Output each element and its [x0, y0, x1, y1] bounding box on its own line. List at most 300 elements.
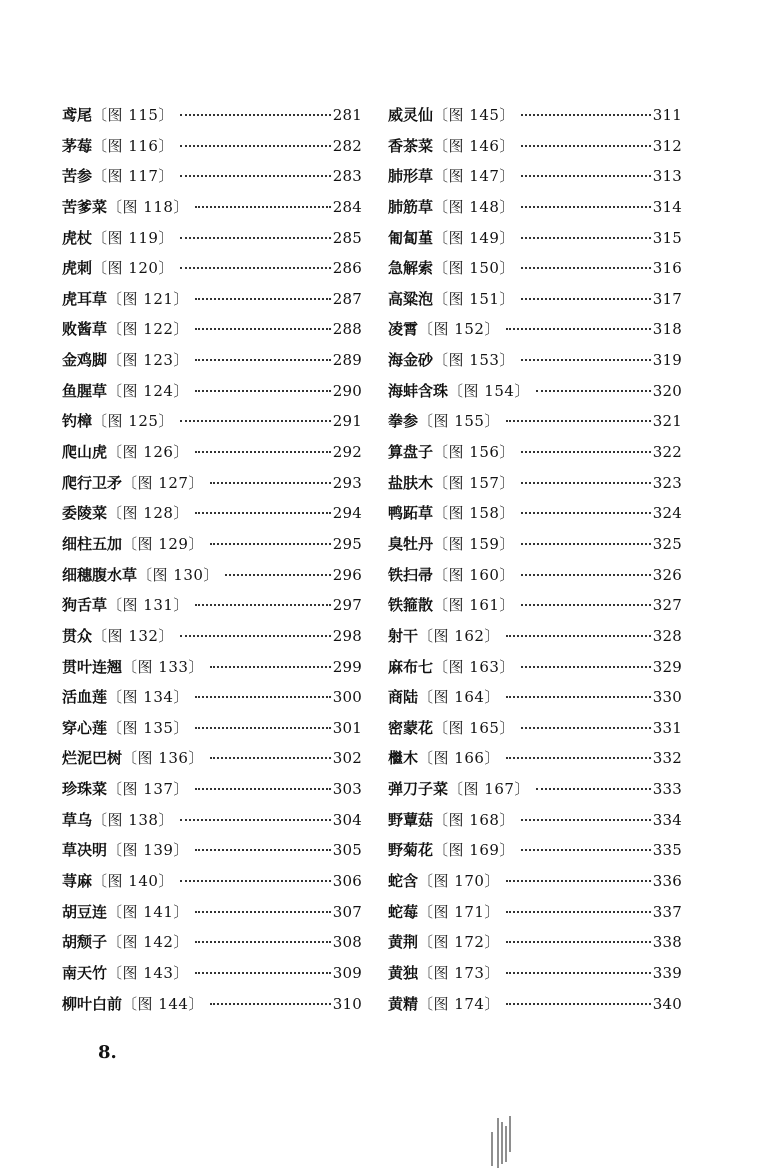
- figure-reference: 〔图 167〕: [448, 780, 530, 799]
- toc-entry: [388, 135, 682, 166]
- entry-title: 檵木: [388, 749, 419, 768]
- toc-entry: [62, 380, 362, 411]
- entry-title: 穿心莲: [62, 718, 108, 737]
- entry-page-number: 299: [332, 657, 362, 676]
- entry-page-number: 310: [332, 994, 362, 1013]
- toc-entry: [388, 502, 682, 533]
- entry-page-number: 281: [332, 106, 362, 124]
- figure-reference: 〔图 154〕: [448, 381, 530, 400]
- toc-entry: [388, 962, 682, 993]
- dot-leader: [536, 788, 651, 790]
- figure-reference: 〔图 153〕: [433, 351, 515, 370]
- dot-leader: [521, 604, 651, 606]
- toc-entry: [388, 901, 682, 932]
- dot-leader: [180, 267, 331, 269]
- toc-entry: [62, 962, 362, 993]
- entry-title: 苦爹菜: [62, 197, 108, 216]
- entry-page-number: 285: [332, 228, 362, 247]
- figure-reference: 〔图 134〕: [107, 688, 189, 707]
- entry-page-number: 283: [332, 167, 362, 186]
- entry-page-number: 330: [652, 688, 682, 707]
- toc-entry: [62, 227, 362, 258]
- dot-leader: [195, 451, 331, 453]
- dot-leader: [506, 1003, 651, 1005]
- entry-title: 密蒙花: [388, 718, 434, 737]
- figure-reference: 〔图 146〕: [433, 136, 515, 155]
- dot-leader: [180, 880, 331, 882]
- toc-entry: [388, 318, 682, 349]
- dot-leader: [536, 390, 651, 392]
- toc-entry: [62, 502, 362, 533]
- dot-leader: [521, 482, 651, 484]
- figure-reference: 〔图 163〕: [433, 657, 515, 676]
- figure-reference: 〔图 142〕: [107, 933, 189, 952]
- figure-reference: 〔图 119〕: [92, 228, 174, 247]
- entry-page-number: 307: [332, 902, 362, 921]
- entry-title: 野菊花: [388, 841, 434, 860]
- entry-title: 南天竹: [62, 963, 108, 982]
- entry-title: 高粱泡: [388, 289, 434, 308]
- figure-reference: 〔图 172〕: [418, 933, 500, 952]
- toc-entry: [388, 870, 682, 901]
- figure-reference: 〔图 129〕: [122, 534, 204, 553]
- dot-leader: [210, 666, 331, 668]
- entry-title: 虎耳草: [62, 289, 108, 308]
- entry-page-number: 308: [332, 933, 362, 952]
- toc-entry: [62, 931, 362, 962]
- entry-page-number: 318: [652, 320, 682, 339]
- entry-page-number: 316: [652, 259, 682, 278]
- figure-reference: 〔图 156〕: [433, 443, 515, 462]
- entry-title: 海蚌含珠: [388, 381, 449, 400]
- figure-reference: 〔图 115〕: [92, 106, 174, 124]
- entry-page-number: 333: [652, 780, 682, 799]
- entry-title: 算盘子: [388, 443, 434, 462]
- figure-reference: 〔图 158〕: [433, 504, 515, 523]
- toc-entry: [388, 839, 682, 870]
- entry-page-number: 290: [332, 381, 362, 400]
- dot-leader: [506, 696, 651, 698]
- entry-title: 败酱草: [62, 320, 108, 339]
- dot-leader: [210, 543, 331, 545]
- entry-page-number: 326: [652, 565, 682, 584]
- figure-reference: 〔图 126〕: [107, 443, 189, 462]
- entry-page-number: 288: [332, 320, 362, 339]
- entry-title: 贯众: [62, 626, 93, 645]
- dot-leader: [195, 941, 331, 943]
- toc-entry: [388, 594, 682, 625]
- toc-entry: [62, 318, 362, 349]
- dot-leader: [506, 911, 651, 913]
- entry-page-number: 315: [652, 228, 682, 247]
- entry-page-number: 286: [332, 259, 362, 278]
- dot-leader: [195, 849, 331, 851]
- entry-title: 铁箍散: [388, 596, 434, 615]
- figure-reference: 〔图 170〕: [418, 872, 500, 891]
- entry-title: 贯叶连翘: [62, 657, 123, 676]
- toc-entry: [62, 564, 362, 595]
- entry-page-number: 298: [332, 626, 362, 645]
- toc-entry: [388, 349, 682, 380]
- dot-leader: [521, 237, 651, 239]
- dot-leader: [195, 206, 331, 208]
- entry-page-number: 305: [332, 841, 362, 860]
- toc-entry: [388, 993, 682, 1024]
- entry-page-number: 282: [332, 136, 362, 155]
- entry-title: 商陆: [388, 688, 419, 707]
- dot-leader: [195, 512, 331, 514]
- page-number: 8.: [98, 1042, 117, 1063]
- entry-title: 铁扫帚: [388, 565, 434, 584]
- entry-title: 鸢尾: [62, 106, 93, 124]
- dot-leader: [521, 512, 651, 514]
- entry-page-number: 337: [652, 902, 682, 921]
- figure-reference: 〔图 122〕: [107, 320, 189, 339]
- dot-leader: [521, 298, 651, 300]
- figure-reference: 〔图 174〕: [418, 994, 500, 1013]
- figure-reference: 〔图 171〕: [418, 902, 500, 921]
- entry-page-number: 296: [332, 565, 362, 584]
- dot-leader: [506, 941, 651, 943]
- entry-title: 细柱五加: [62, 534, 123, 553]
- figure-reference: 〔图 120〕: [92, 259, 174, 278]
- dot-leader: [210, 482, 331, 484]
- entry-page-number: 284: [332, 197, 362, 216]
- toc-entry: [62, 717, 362, 748]
- dot-leader: [195, 604, 331, 606]
- toc-entry: [62, 656, 362, 687]
- entry-page-number: 335: [652, 841, 682, 860]
- entry-title: 急解索: [388, 259, 434, 278]
- figure-reference: 〔图 157〕: [433, 473, 515, 492]
- toc-entry: [62, 533, 362, 564]
- entry-title: 肺形草: [388, 167, 434, 186]
- entry-page-number: 312: [652, 136, 682, 155]
- entry-page-number: 334: [652, 810, 682, 829]
- entry-title: 臭牡丹: [388, 534, 434, 553]
- figure-reference: 〔图 151〕: [433, 289, 515, 308]
- entry-title: 钓樟: [62, 412, 93, 431]
- toc-entry: [62, 993, 362, 1024]
- figure-reference: 〔图 164〕: [418, 688, 500, 707]
- figure-reference: 〔图 155〕: [418, 412, 500, 431]
- dot-leader: [225, 574, 331, 576]
- toc-entry: [62, 196, 362, 227]
- dot-leader: [521, 114, 651, 116]
- figure-reference: 〔图 123〕: [107, 351, 189, 370]
- figure-reference: 〔图 159〕: [433, 534, 515, 553]
- dot-leader: [180, 420, 331, 422]
- toc-entry: [62, 135, 362, 166]
- dot-leader: [521, 819, 651, 821]
- entry-title: 弹刀子菜: [388, 780, 449, 799]
- dot-leader: [180, 237, 331, 239]
- entry-title: 苦参: [62, 167, 93, 186]
- figure-reference: 〔图 148〕: [433, 197, 515, 216]
- dot-leader: [180, 114, 331, 116]
- dot-leader: [195, 390, 331, 392]
- entry-page-number: 325: [652, 534, 682, 553]
- entry-title: 荨麻: [62, 872, 93, 891]
- entry-page-number: 301: [332, 718, 362, 737]
- figure-reference: 〔图 136〕: [122, 749, 204, 768]
- dot-leader: [521, 666, 651, 668]
- figure-reference: 〔图 166〕: [418, 749, 500, 768]
- entry-page-number: 332: [652, 749, 682, 768]
- figure-reference: 〔图 161〕: [433, 596, 515, 615]
- entry-title: 香茶菜: [388, 136, 434, 155]
- dot-leader: [195, 298, 331, 300]
- entry-title: 鱼腥草: [62, 381, 108, 400]
- toc-entry: [388, 104, 682, 135]
- entry-page-number: 304: [332, 810, 362, 829]
- figure-reference: 〔图 173〕: [418, 963, 500, 982]
- dot-leader: [180, 819, 331, 821]
- toc-entry: [62, 747, 362, 778]
- entry-title: 肺筋草: [388, 197, 434, 216]
- dot-leader: [521, 206, 651, 208]
- figure-reference: 〔图 125〕: [92, 412, 174, 431]
- dot-leader: [506, 757, 651, 759]
- dot-leader: [521, 267, 651, 269]
- figure-reference: 〔图 137〕: [107, 780, 189, 799]
- entry-page-number: 321: [652, 412, 682, 431]
- dot-leader: [506, 972, 651, 974]
- toc-entry: [388, 380, 682, 411]
- figure-reference: 〔图 160〕: [433, 565, 515, 584]
- figure-reference: 〔图 133〕: [122, 657, 204, 676]
- dot-leader: [506, 880, 651, 882]
- toc-entry: [388, 472, 682, 503]
- toc-entry: [388, 564, 682, 595]
- figure-reference: 〔图 143〕: [107, 963, 189, 982]
- toc-left-column: [62, 104, 362, 1023]
- toc-right-column: [388, 104, 682, 1023]
- entry-title: 胡豆连: [62, 902, 108, 921]
- entry-title: 草乌: [62, 810, 93, 829]
- entry-page-number: 293: [332, 473, 362, 492]
- entry-title: 蛇莓: [388, 902, 419, 921]
- figure-reference: 〔图 144〕: [122, 994, 204, 1013]
- entry-page-number: 303: [332, 780, 362, 799]
- toc-entry: [388, 533, 682, 564]
- entry-page-number: 309: [332, 963, 362, 982]
- entry-page-number: 319: [652, 351, 682, 370]
- dot-leader: [506, 420, 651, 422]
- entry-title: 海金砂: [388, 351, 434, 370]
- figure-reference: 〔图 131〕: [107, 596, 189, 615]
- entry-page-number: 287: [332, 289, 362, 308]
- dot-leader: [180, 145, 331, 147]
- entry-title: 盐肤木: [388, 473, 434, 492]
- figure-reference: 〔图 145〕: [433, 106, 515, 124]
- entry-title: 金鸡脚: [62, 351, 108, 370]
- toc-entry: [388, 656, 682, 687]
- dot-leader: [521, 849, 651, 851]
- entry-title: 黄独: [388, 963, 419, 982]
- toc-entry: [388, 441, 682, 472]
- figure-reference: 〔图 140〕: [92, 872, 174, 891]
- entry-title: 凌霄: [388, 320, 419, 339]
- figure-reference: 〔图 149〕: [433, 228, 515, 247]
- dot-leader: [180, 175, 331, 177]
- toc-entry: [62, 901, 362, 932]
- figure-reference: 〔图 147〕: [433, 167, 515, 186]
- figure-reference: 〔图 141〕: [107, 902, 189, 921]
- dot-leader: [195, 788, 331, 790]
- entry-title: 射干: [388, 626, 419, 645]
- dot-leader: [506, 328, 651, 330]
- entry-title: 爬行卫矛: [62, 473, 123, 492]
- entry-page-number: 323: [652, 473, 682, 492]
- entry-page-number: 289: [332, 351, 362, 370]
- entry-title: 黄精: [388, 994, 419, 1013]
- figure-reference: 〔图 138〕: [92, 810, 174, 829]
- entry-title: 茅莓: [62, 136, 93, 155]
- entry-title: 匍匐堇: [388, 228, 434, 247]
- figure-reference: 〔图 168〕: [433, 810, 515, 829]
- entry-page-number: 322: [652, 443, 682, 462]
- toc-entry: [62, 349, 362, 380]
- entry-title: 黄荆: [388, 933, 419, 952]
- figure-reference: 〔图 121〕: [107, 289, 189, 308]
- entry-page-number: 324: [652, 504, 682, 523]
- toc-entry: [388, 165, 682, 196]
- figure-reference: 〔图 130〕: [137, 565, 219, 584]
- dot-leader: [195, 911, 331, 913]
- toc-entry: [62, 410, 362, 441]
- dot-leader: [210, 757, 331, 759]
- entry-page-number: 300: [332, 688, 362, 707]
- entry-title: 麻布七: [388, 657, 434, 676]
- toc-entry: [62, 625, 362, 656]
- figure-reference: 〔图 128〕: [107, 504, 189, 523]
- figure-reference: 〔图 127〕: [122, 473, 204, 492]
- dot-leader: [195, 972, 331, 974]
- toc-entry: [62, 441, 362, 472]
- scan-margin-mark: [488, 1112, 514, 1168]
- entry-page-number: 292: [332, 443, 362, 462]
- toc-entry: [388, 196, 682, 227]
- entry-page-number: 340: [652, 994, 682, 1013]
- toc-entry: [388, 717, 682, 748]
- entry-title: 柳叶白前: [62, 994, 123, 1013]
- toc-entry: [388, 410, 682, 441]
- dot-leader: [521, 145, 651, 147]
- dot-leader: [195, 727, 331, 729]
- entry-title: 鸭跖草: [388, 504, 434, 523]
- toc-entry: [388, 288, 682, 319]
- dot-leader: [521, 543, 651, 545]
- entry-title: 烂泥巴树: [62, 749, 123, 768]
- entry-page-number: 314: [652, 197, 682, 216]
- toc-entry: [388, 227, 682, 258]
- figure-reference: 〔图 117〕: [92, 167, 174, 186]
- dot-leader: [195, 696, 331, 698]
- entry-page-number: 311: [652, 106, 682, 124]
- entry-page-number: 295: [332, 534, 362, 553]
- entry-title: 活血莲: [62, 688, 108, 707]
- dot-leader: [521, 175, 651, 177]
- toc-entry: [388, 809, 682, 840]
- entry-page-number: 320: [652, 381, 682, 400]
- toc-entry: [388, 747, 682, 778]
- figure-reference: 〔图 118〕: [107, 197, 189, 216]
- toc-entry: [388, 931, 682, 962]
- toc-entry: [388, 257, 682, 288]
- toc-entry: [62, 809, 362, 840]
- figure-reference: 〔图 116〕: [92, 136, 174, 155]
- entry-title: 狗舌草: [62, 596, 108, 615]
- entry-page-number: 328: [652, 626, 682, 645]
- dot-leader: [210, 1003, 331, 1005]
- toc-entry: [62, 104, 362, 135]
- entry-page-number: 291: [332, 412, 362, 431]
- toc-entry: [62, 594, 362, 625]
- entry-title: 珍珠菜: [62, 780, 108, 799]
- figure-reference: 〔图 139〕: [107, 841, 189, 860]
- entry-title: 胡颓子: [62, 933, 108, 952]
- entry-title: 虎刺: [62, 259, 93, 278]
- entry-page-number: 336: [652, 872, 682, 891]
- figure-reference: 〔图 162〕: [418, 626, 500, 645]
- toc-entry: [62, 839, 362, 870]
- entry-page-number: 302: [332, 749, 362, 768]
- toc-entry: [62, 165, 362, 196]
- figure-reference: 〔图 165〕: [433, 718, 515, 737]
- entry-title: 细穗腹水草: [62, 565, 138, 584]
- figure-reference: 〔图 135〕: [107, 718, 189, 737]
- toc-entry: [388, 778, 682, 809]
- dot-leader: [521, 451, 651, 453]
- entry-page-number: 339: [652, 963, 682, 982]
- dot-leader: [521, 359, 651, 361]
- toc-entry: [388, 686, 682, 717]
- entry-title: 委陵菜: [62, 504, 108, 523]
- dot-leader: [521, 727, 651, 729]
- entry-page-number: 317: [652, 289, 682, 308]
- figure-reference: 〔图 169〕: [433, 841, 515, 860]
- entry-page-number: 294: [332, 504, 362, 523]
- toc-entry: [388, 625, 682, 656]
- entry-page-number: 313: [652, 167, 682, 186]
- toc-entry: [62, 472, 362, 503]
- entry-page-number: 297: [332, 596, 362, 615]
- figure-reference: 〔图 124〕: [107, 381, 189, 400]
- entry-title: 爬山虎: [62, 443, 108, 462]
- entry-title: 拳参: [388, 412, 419, 431]
- entry-page-number: 327: [652, 596, 682, 615]
- entry-page-number: 329: [652, 657, 682, 676]
- entry-title: 威灵仙: [388, 106, 434, 124]
- toc-entry: [62, 288, 362, 319]
- dot-leader: [195, 328, 331, 330]
- dot-leader: [180, 635, 331, 637]
- toc-entry: [62, 686, 362, 717]
- figure-reference: 〔图 150〕: [433, 259, 515, 278]
- entry-page-number: 306: [332, 872, 362, 891]
- dot-leader: [506, 635, 651, 637]
- dot-leader: [195, 359, 331, 361]
- dot-leader: [521, 574, 651, 576]
- figure-reference: 〔图 152〕: [418, 320, 500, 339]
- entry-title: 虎杖: [62, 228, 93, 247]
- toc-entry: [62, 870, 362, 901]
- entry-page-number: 331: [652, 718, 682, 737]
- entry-title: 野蕈菇: [388, 810, 434, 829]
- toc-entry: [62, 257, 362, 288]
- entry-title: 蛇含: [388, 872, 419, 891]
